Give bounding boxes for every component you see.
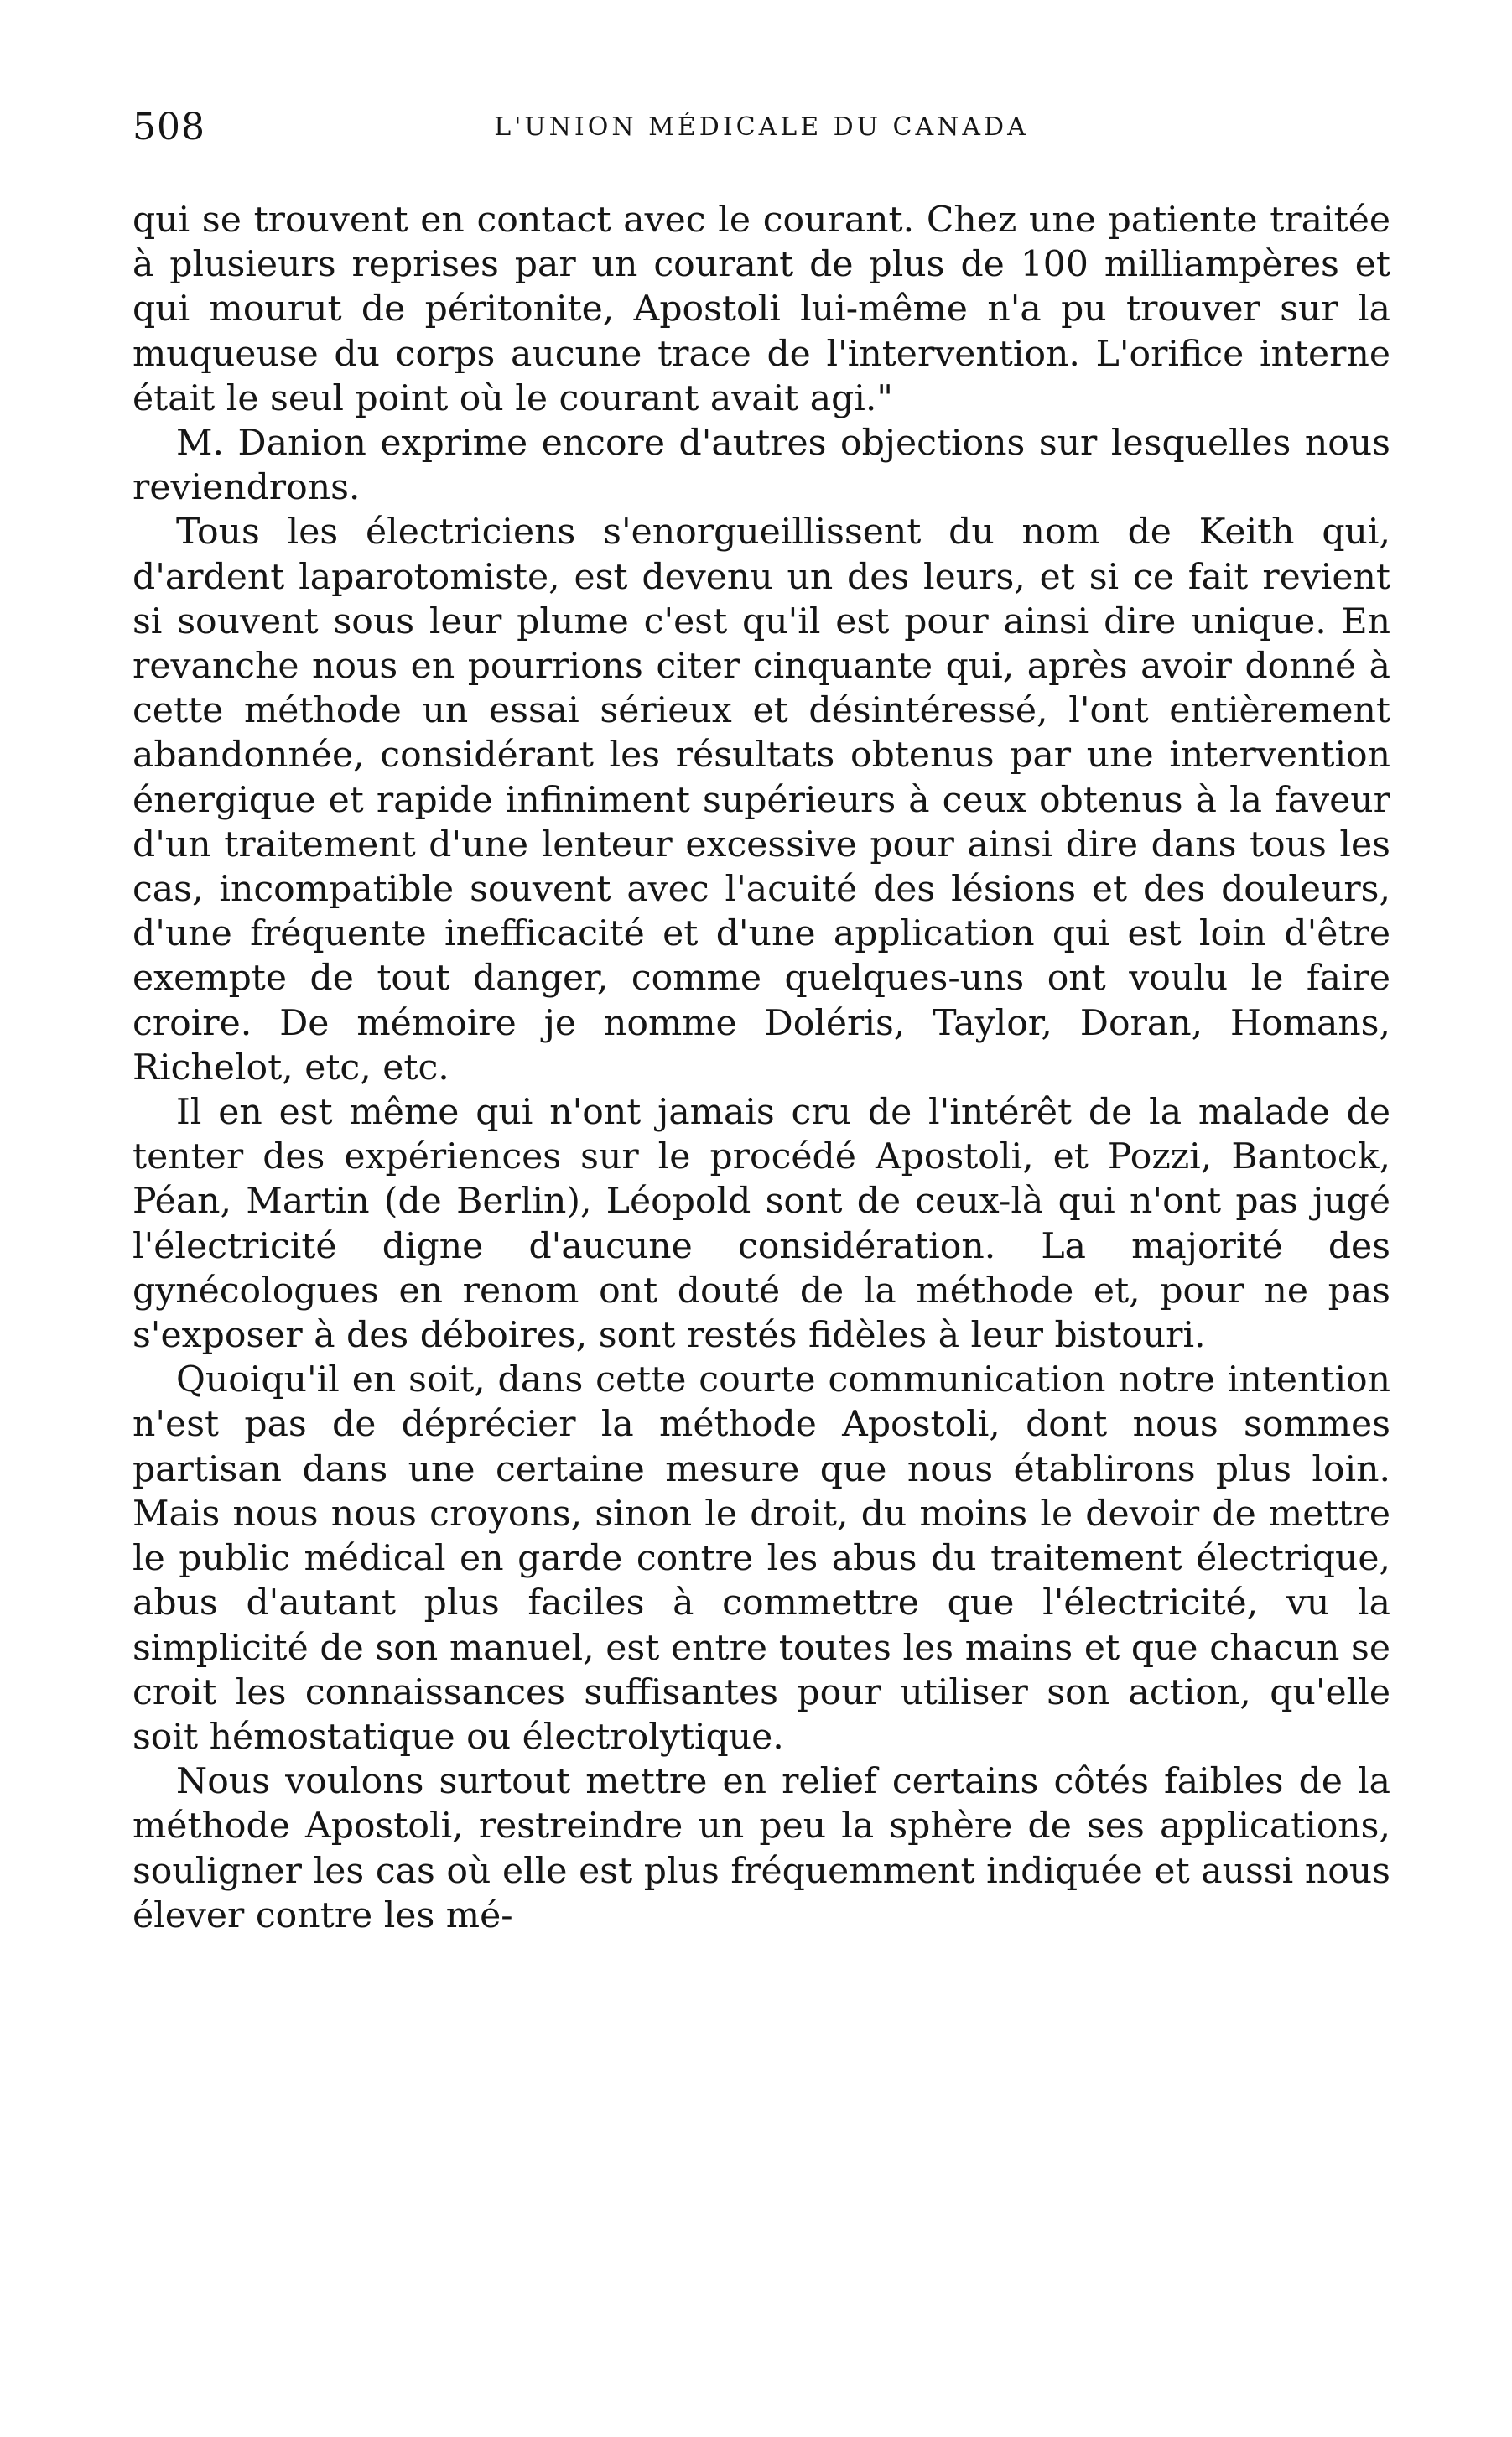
paragraph-continuation: qui se trouvent en contact avec le courant. Chez une patiente traitée à plusieurs reprises par un courant de plus de 100 milliampères et qui mourut de péritonite, Apostoli lui-même n'a pu trouver sur la muqueuse du corps aucune trace de l'intervention. L'orifice interne était le seul point où le courant avait agi.": [132, 200, 1390, 419]
paragraph-intention: Quoiqu'il en soit, dans cette courte communication notre intention n'est pas de déprécier la méthode Apostoli, dont nous sommes partisan dans une certaine mesure que nous établirons plus loin. Mais nous nous croyons, sinon le droit, du moins le devoir de mettre le public médical en garde contre les abus du traitement électrique, abus d'autant plus faciles à commettre que l'électricité, vu la simplicité de son manuel, est entre toutes les mains et que chacun se croit les connaissances suffisantes pour utiliser son action, qu'elle soit hémostatique ou électrolytique.: [132, 1359, 1390, 1758]
running-head: [132, 106, 1390, 156]
paragraph-methode-apostoli: Nous voulons surtout mettre en relief certains côtés faibles de la méthode Apostoli, restreindre un peu la sphère de ses applications, souligner les cas où elle est plus fréquemment indiquée et aussi nous élever contre les mé-: [132, 1761, 1390, 1936]
paragraph-gynecologues: Il en est même qui n'ont jamais cru de l'intérêt de la malade de tenter des expériences sur le procédé Apostoli, et Pozzi, Bantock, Péan, Martin (de Berlin), Léopold sont de ceux-là qui n'ont pas jugé l'électricité digne d'aucune considération. La majorité des gynécologues en renom ont douté de la méthode et, pour ne pas s'exposer à des déboires, sont restés fidèles à leur bistouri.: [132, 1092, 1390, 1357]
page-number: 508: [132, 106, 205, 148]
paragraph-danion-objections: M. Danion exprime encore d'autres objections sur lesquelles nous reviendrons.: [132, 423, 1390, 509]
document-page: [132, 106, 1390, 1938]
body-text: [132, 198, 1390, 1938]
journal-title: L'UNION MÉDICALE DU CANADA: [494, 112, 1029, 142]
paragraph-electriciens-keith: Tous les électriciens s'enorgueillissent du nom de Keith qui, d'ardent laparotomiste, est devenu un des leurs, et si ce fait revient si souvent sous leur plume c'est qu'il est pour ainsi dire unique. En revanche nous en pourrions citer cinquante qui, après avoir donné à cette méthode un essai sérieux et désintéressé, l'ont entièrement abandonnée, considérant les résultats obtenus par une intervention énergique et rapide infiniment supérieurs à ceux obtenus à la faveur d'un traitement d'une lenteur excessive pour ainsi dire dans tous les cas, incompatible souvent avec l'acuité des lésions et des douleurs, d'une fréquente inefficacité et d'une application qui est loin d'être exempte de tout danger, comme quelques-uns ont voulu le faire croire. De mémoire je nomme Doléris, Taylor, Doran, Homans, Richelot, etc, etc.: [132, 512, 1390, 1089]
